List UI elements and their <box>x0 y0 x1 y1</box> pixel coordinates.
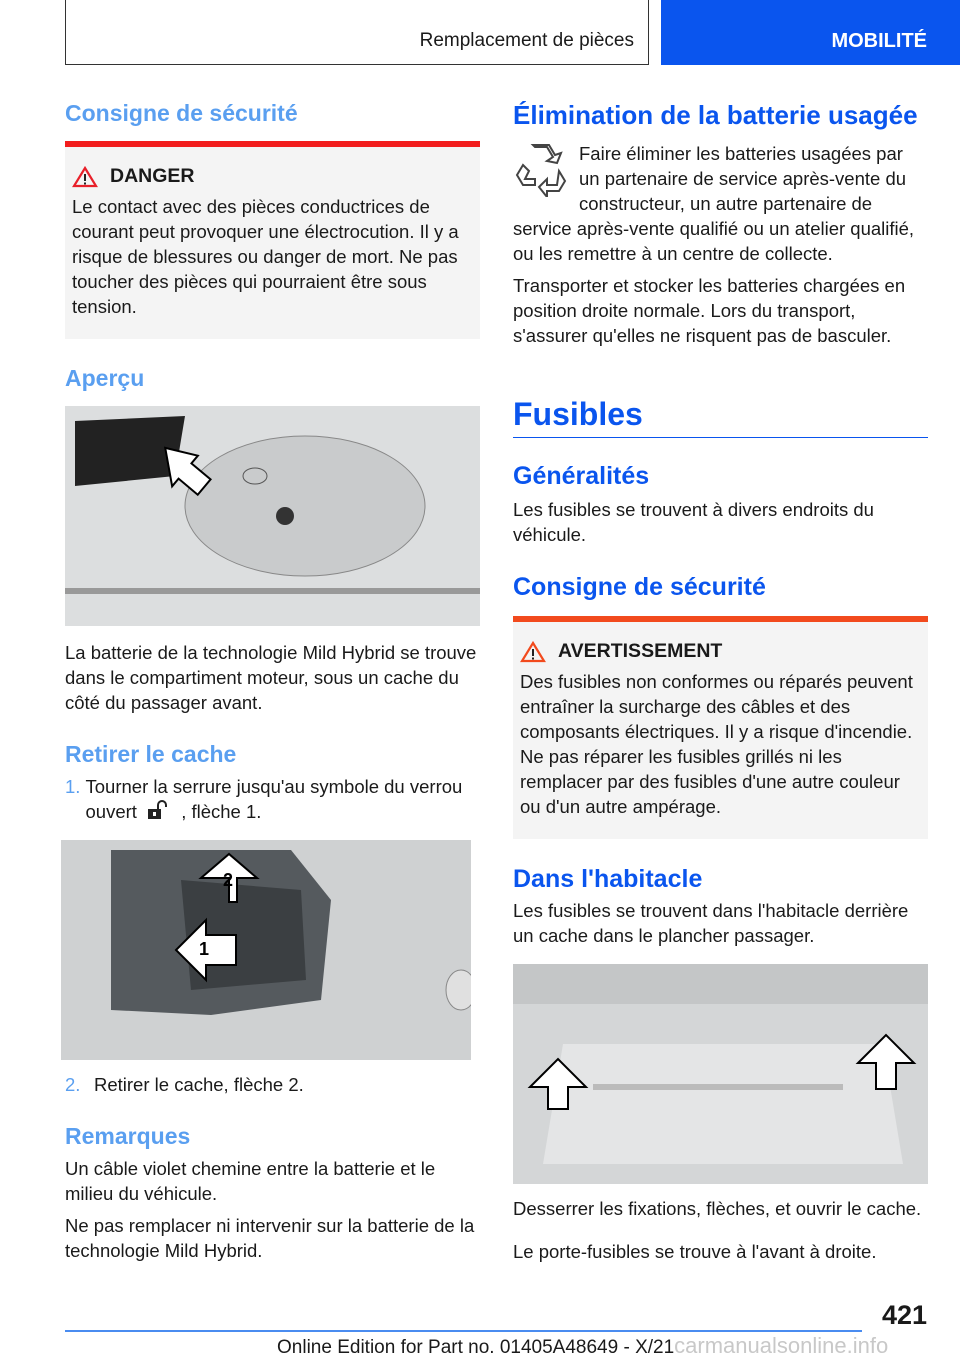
overview-heading: Aperçu <box>65 365 145 391</box>
step-2 <box>65 1072 480 1097</box>
footer-divider <box>65 1330 862 1332</box>
cabin-floor-image <box>513 964 928 1184</box>
cover-lock-image <box>61 840 471 1060</box>
step-number: 2. <box>65 1074 81 1095</box>
warning-triangle-icon <box>72 166 98 188</box>
arrow-label-1: 1 <box>199 939 210 959</box>
step-text-end: , flèche 1. <box>181 801 262 822</box>
cabin-heading: Dans l'habitacle <box>513 865 703 893</box>
step-text: Tourner la serrure jusqu'au symbole du verrou ouvert <box>85 776 463 822</box>
disposal-heading: Élimination de la batterie usagée <box>513 100 918 130</box>
fuses-heading: Fusibles <box>513 396 928 438</box>
danger-label: DANGER <box>110 165 195 187</box>
note-1: Un câble violet chemine entre la batterie et le milieu du véhicule. <box>65 1158 436 1204</box>
recycling-icon <box>513 141 569 197</box>
step-1 <box>65 774 480 824</box>
step-number: 1. <box>65 776 81 797</box>
cabin-text-3: Le porte-fusibles se trouve à l'avant à droite. <box>513 1241 877 1262</box>
left-column <box>65 100 480 1263</box>
cabin-text-2: Desserrer les fixations, flèches, et ouvrir le cache. <box>513 1198 922 1219</box>
arrow-label-2: 2 <box>223 870 234 890</box>
warning-text: Des fusibles non conformes ou réparés peuvent entraîner la surcharge des câbles et des composants électriques. Il y a risque d'incendie. Ne pas réparer les fusibles grillés ni les remplacer par des fusibles d'une autre couleur ou d'un autre ampérage. <box>520 671 913 817</box>
unlocked-padlock-icon <box>144 800 174 820</box>
notes-heading: Remarques <box>65 1123 191 1149</box>
safety-heading: Consigne de sécurité <box>65 100 298 126</box>
warning-box <box>513 616 928 839</box>
disposal-text: Faire éliminer les batteries usagées par un partenaire de service après-vente du constructeur, un autre partenaire de service après-vente qualifié ou un atelier qualifié, ou les remettre à un centre de collecte. <box>513 143 915 264</box>
disposal-text-2: Transporter et stocker les batteries chargées en position droite normale. Lors du transport, s'assurer qu'elles ne risquent pas de basculer. <box>513 275 906 346</box>
danger-box <box>65 141 480 339</box>
general-heading: Généralités <box>513 462 650 490</box>
section-title: Remplacement de pièces <box>419 30 634 51</box>
remove-cover-heading: Retirer le cache <box>65 741 237 767</box>
edition-text: Online Edition for Part no. 01405A48649 - X/21 <box>277 1337 675 1358</box>
header-box <box>65 0 649 65</box>
general-text: Les fusibles se trouvent à divers endroits du véhicule. <box>513 499 874 545</box>
engine-bay-image <box>65 406 480 626</box>
right-column <box>513 100 928 1264</box>
watermark: carmanualsonline.info <box>674 1333 889 1358</box>
warning-triangle-icon <box>520 641 546 663</box>
safety-heading-right: Consigne de sécurité <box>513 573 766 601</box>
overview-text: La batterie de la technologie Mild Hybrid se trouve dans le compartiment moteur, sous un cache du côté du passager avant. <box>65 642 477 713</box>
note-2: Ne pas remplacer ni intervenir sur la batterie de la technologie Mild Hybrid. <box>65 1215 475 1261</box>
step-text: Retirer le cache, flèche 2. <box>94 1074 304 1095</box>
chapter-tab[interactable]: MOBILITÉ <box>661 0 960 65</box>
warning-label: AVERTISSEMENT <box>558 640 723 662</box>
disposal-block <box>513 141 928 266</box>
danger-text: Le contact avec des pièces conductrices de courant peut provoquer une électrocution. Il y a risque de blessures ou danger de mort. Ne pas toucher des pièces qui pourraient être sous tension. <box>72 196 459 317</box>
footer <box>277 1333 888 1359</box>
page-number: 421 <box>881 1300 927 1330</box>
cabin-text: Les fusibles se trouvent dans l'habitacle derrière un cache dans le plancher passager. <box>513 900 909 946</box>
